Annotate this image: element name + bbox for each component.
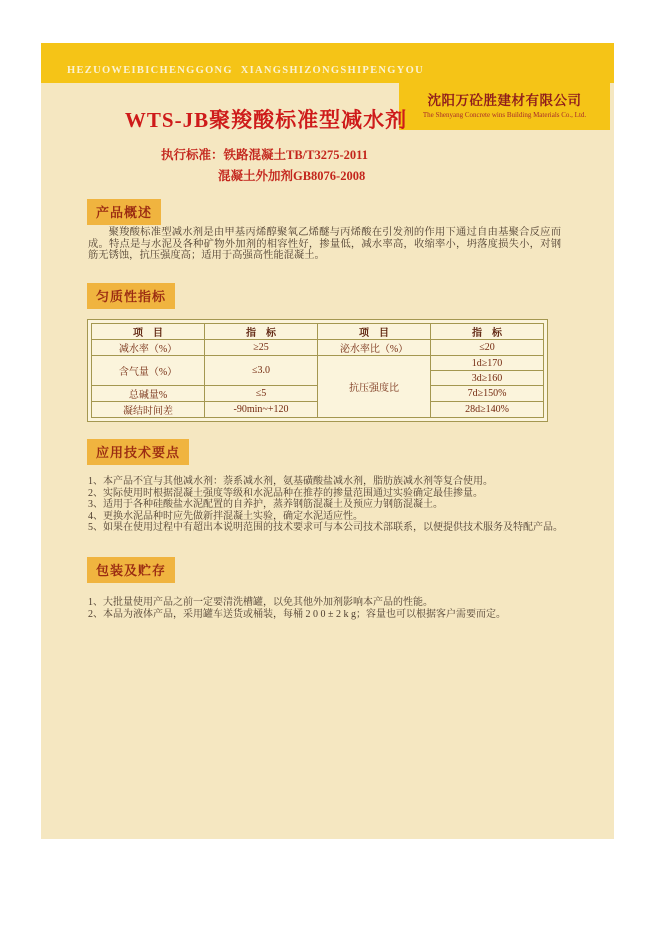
- table-header-cell: 指 标: [205, 324, 318, 340]
- table-cell: ≥25: [205, 340, 318, 356]
- table-header-cell: 指 标: [431, 324, 544, 340]
- table-cell: 减水率（%）: [92, 340, 205, 356]
- table-header-cell: 项 目: [92, 324, 205, 340]
- overview-paragraph: 聚羧酸标准型减水剂是由甲基丙烯醇聚氧乙烯醚与丙烯酸在引发剂的作用下通过自由基聚合反应而成。特点是与水泥及各种矿物外加剂的相容性好，掺量低，减水率高，收缩率小，坍落度损失小，对钢筋无锈蚀，抗压强度高；适用于高强高性能混凝土。: [88, 227, 561, 262]
- table-cell: -90min~+120: [205, 402, 318, 418]
- table-cell: ≤20: [431, 340, 544, 356]
- table-cell: 含气量（%）: [92, 356, 205, 386]
- homogeneity-table: [91, 323, 544, 418]
- table-row: [92, 340, 544, 356]
- list-item: 4、更换水泥品种时应先做新拌混凝土实验，确定水泥适应性。: [88, 510, 363, 522]
- company-badge: [399, 83, 610, 130]
- list-item: 2、实际使用时根据混凝土强度等级和水泥品种在推荐的掺量范围通过实验确定最佳掺量。: [88, 487, 483, 499]
- table-cell: 凝结时间差: [92, 402, 205, 418]
- table-cell: 抗压强度比: [318, 356, 431, 418]
- table-cell: ≤3.0: [205, 356, 318, 386]
- list-item: 5、如果在使用过程中有超出本说明范围的技术要求可与本公司技术部联系，以便提供技术服务及特配产品。: [88, 522, 563, 534]
- header-gold-band: [41, 43, 614, 83]
- table-header-row: [92, 324, 544, 340]
- company-name-en: The Shenyang Concrete wins Building Materials Co., Ltd.: [422, 111, 587, 119]
- product-title: WTS-JB聚羧酸标准型减水剂: [124, 108, 408, 132]
- list-item: 3、适用于各种硅酸盐水泥配置的自养护，蒸养钢筋混凝土及预应力钢筋混凝土。: [88, 499, 443, 511]
- homogeneity-table-frame: [87, 319, 548, 422]
- product-sheet-page: [41, 43, 614, 839]
- section-label-packaging: 包装及贮存: [87, 557, 175, 583]
- section-label-application: 应用技术要点: [87, 439, 189, 465]
- table-header-cell: 项 目: [318, 324, 431, 340]
- header-slogan: HEZUOWEIBICHENGGONG XIANGSHIZONGSHIPENGYOU: [67, 65, 424, 76]
- list-item: 2、本品为液体产品，采用罐车送货或桶装，每桶 2 0 0 ± 2 k g；容量也可以根据客户需要而定。: [88, 608, 506, 620]
- table-cell: 7d≥150%: [431, 386, 544, 402]
- table-cell: 1d≥170: [431, 356, 544, 371]
- table-cell: 泌水率比（%）: [318, 340, 431, 356]
- application-list: [88, 476, 576, 534]
- section-label-overview: 产品概述: [87, 199, 161, 225]
- table-cell: 3d≥160: [431, 371, 544, 386]
- list-item: 1、大批量使用产品之前一定要清洗槽罐，以免其他外加剂影响本产品的性能。: [88, 597, 433, 608]
- table-row: [92, 356, 544, 371]
- packaging-list: [88, 597, 576, 620]
- standard-line-1: 执行标准：铁路混凝土TB/T3275-2011: [161, 148, 368, 162]
- table-cell: 总碱量%: [92, 386, 205, 402]
- section-label-homogeneity: 匀质性指标: [87, 283, 175, 309]
- table-cell: 28d≥140%: [431, 402, 544, 418]
- company-name-cn: 沈阳万砼胜建材有限公司: [427, 93, 582, 108]
- standards-block: [161, 145, 368, 187]
- list-item: 1、本产品不宜与其他减水剂：萘系减水剂，氨基磺酸盐减水剂，脂肪族减水剂等复合使用。: [88, 476, 493, 487]
- table-cell: ≤5: [205, 386, 318, 402]
- standard-line-2: 混凝土外加剂GB8076-2008: [218, 169, 366, 183]
